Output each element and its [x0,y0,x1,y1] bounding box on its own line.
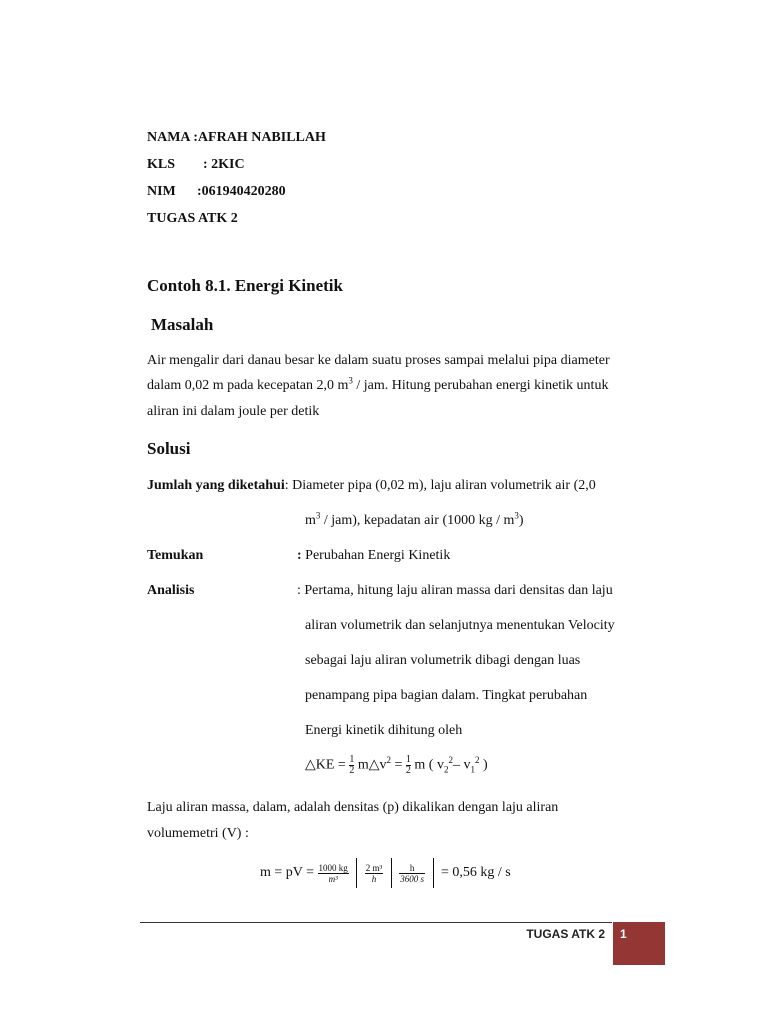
find-text: : Perubahan Energi Kinetik [297,548,451,563]
analysis-label: Analisis [147,583,195,598]
half-fraction-2: $\frac{1}{2}$ [405,754,411,776]
student-name: NAMA :AFRAH NABILLAH [147,130,326,145]
time-conversion-fraction: $\frac{h}{3600 s}$ [400,862,425,884]
nim-value: :061940420280 [197,184,286,199]
assignment-title: TUGAS ATK 2 [147,211,238,226]
kinetic-energy-equation: △KE = $\frac{1}{2}$ $m\triangle v^2$ = $\frac{1}{2}$ m ( $v_2^2-$ $v_1^2$ ) [305,754,488,776]
mass-flow-line-1: Laju aliran massa, dalam, adalah densitas (p) dikalikan dengan laju aliran [147,800,559,815]
find-label: Temukan [147,548,204,563]
solution-heading: Solusi [147,439,191,458]
page-number: 1 [620,927,627,941]
footer-rule [140,922,612,923]
mass-flow-equation: m = pV = $\frac{1000 kg}{\text{m³}}$ $\frac{\text{2 m³}}{h}$ $\frac{h}{3600 s}$ = 0,56 kg / s [260,858,511,888]
footer-title: TUGAS ATK 2 [526,927,605,941]
analysis-line-1: : Pertama, hitung laju aliran massa dari densitas dan laju [297,583,613,598]
example-title: Contoh 8.1. Energi Kinetik [147,276,343,295]
density-fraction: $\frac{1000 kg}{\text{m³}}$ [318,862,348,884]
problem-line-2: dalam 0,02 m pada kecepatan 2,0 $m^3$ / jam. Hitung perubahan energi kinetik untuk [147,375,609,393]
known-row-cont: $m^3 / jam$), kepadatan air (1000 kg / $m^3$) [305,510,524,528]
class-value: : 2KIC [203,157,245,172]
problem-line-3: aliran ini dalam joule per detik [147,404,320,419]
analysis-line-4: penampang pipa bagian dalam. Tingkat perubahan [305,688,588,703]
flow-fraction: $\frac{\text{2 m³}}{h}$ [365,862,383,884]
mass-flow-line-2: volumemetri (V) : [147,826,249,841]
analysis-line-5: Energi kinetik dihitung oleh [305,723,463,738]
known-row: Jumlah yang diketahui: Diameter pipa (0,02 m), laju aliran volumetrik air (2,0 [147,478,596,493]
class-label: KLS [147,157,176,172]
nim-label: NIM [147,184,176,199]
analysis-line-2: aliran volumetrik dan selanjutnya menentukan Velocity [305,618,615,633]
page-number-box [613,922,665,965]
problem-line-1: Air mengalir dari danau besar ke dalam suatu proses sampai melalui pipa diameter [147,353,610,368]
problem-heading: Masalah [151,315,214,334]
analysis-line-3: sebagai laju aliran volumetrik dibagi dengan luas [305,653,581,668]
half-fraction: $\frac{1}{2}$ [349,754,355,776]
